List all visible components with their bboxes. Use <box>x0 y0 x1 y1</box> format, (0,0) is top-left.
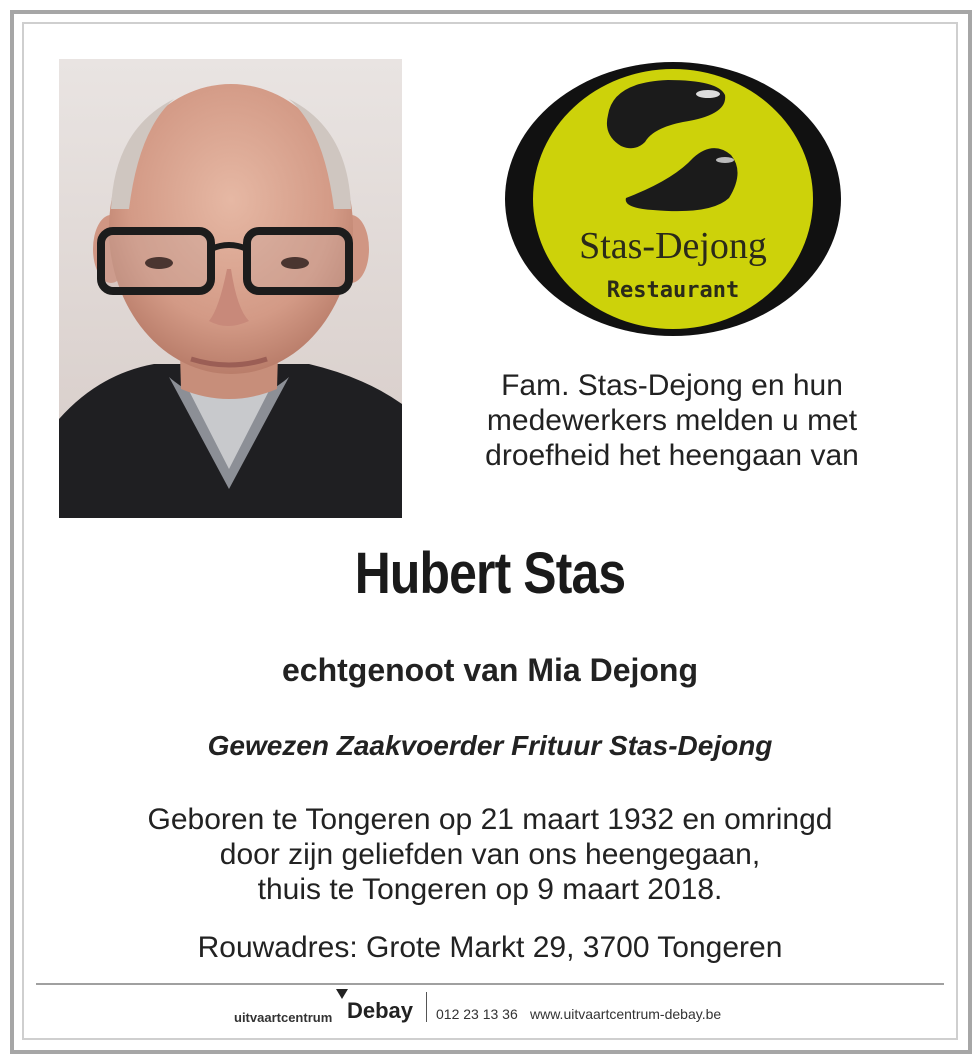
intro-text <box>452 368 892 473</box>
birth-line: Geboren te Tongeren op 21 maart 1932 en omringd <box>147 803 833 836</box>
role-line: Gewezen Zaakvoerder Frituur Stas-Dejong <box>207 730 773 761</box>
funeral-home-website: www.uitvaartcentrum-debay.be <box>530 1006 722 1022</box>
logo-title: Stas-Dejong <box>579 225 767 267</box>
restaurant-logo <box>503 60 843 338</box>
mourning-address: Rouwadres: Grote Markt 29, 3700 Tongeren <box>197 931 783 964</box>
portrait-illustration <box>59 59 402 518</box>
funeral-home-brand-small: uitvaartcentrum <box>234 1010 333 1025</box>
intro-line: Fam. Stas-Dejong en hun <box>501 369 843 402</box>
funeral-home-footer <box>234 992 754 1032</box>
birth-line: thuis te Tongeren op 9 maart 2018. <box>257 873 723 906</box>
footer-divider <box>36 983 944 985</box>
intro-line: droefheid het heengaan van <box>485 439 859 472</box>
birth-line: door zijn geliefden van ons heengegaan, <box>219 838 761 871</box>
birth-death-text <box>0 802 980 907</box>
deceased-name: Hubert Stas <box>354 541 626 606</box>
logo-subtitle: Restaurant <box>606 278 740 303</box>
funeral-home-phone: 012 23 13 36 <box>436 1006 518 1022</box>
funeral-home-brand-name: Debay <box>347 998 414 1023</box>
footer-separator <box>426 992 427 1022</box>
portrait-photo <box>59 59 402 518</box>
stas-dejong-logo-icon <box>503 60 843 338</box>
spouse-line: echtgenoot van Mia Dejong <box>281 652 699 688</box>
intro-line: medewerkers melden u met <box>486 404 858 437</box>
